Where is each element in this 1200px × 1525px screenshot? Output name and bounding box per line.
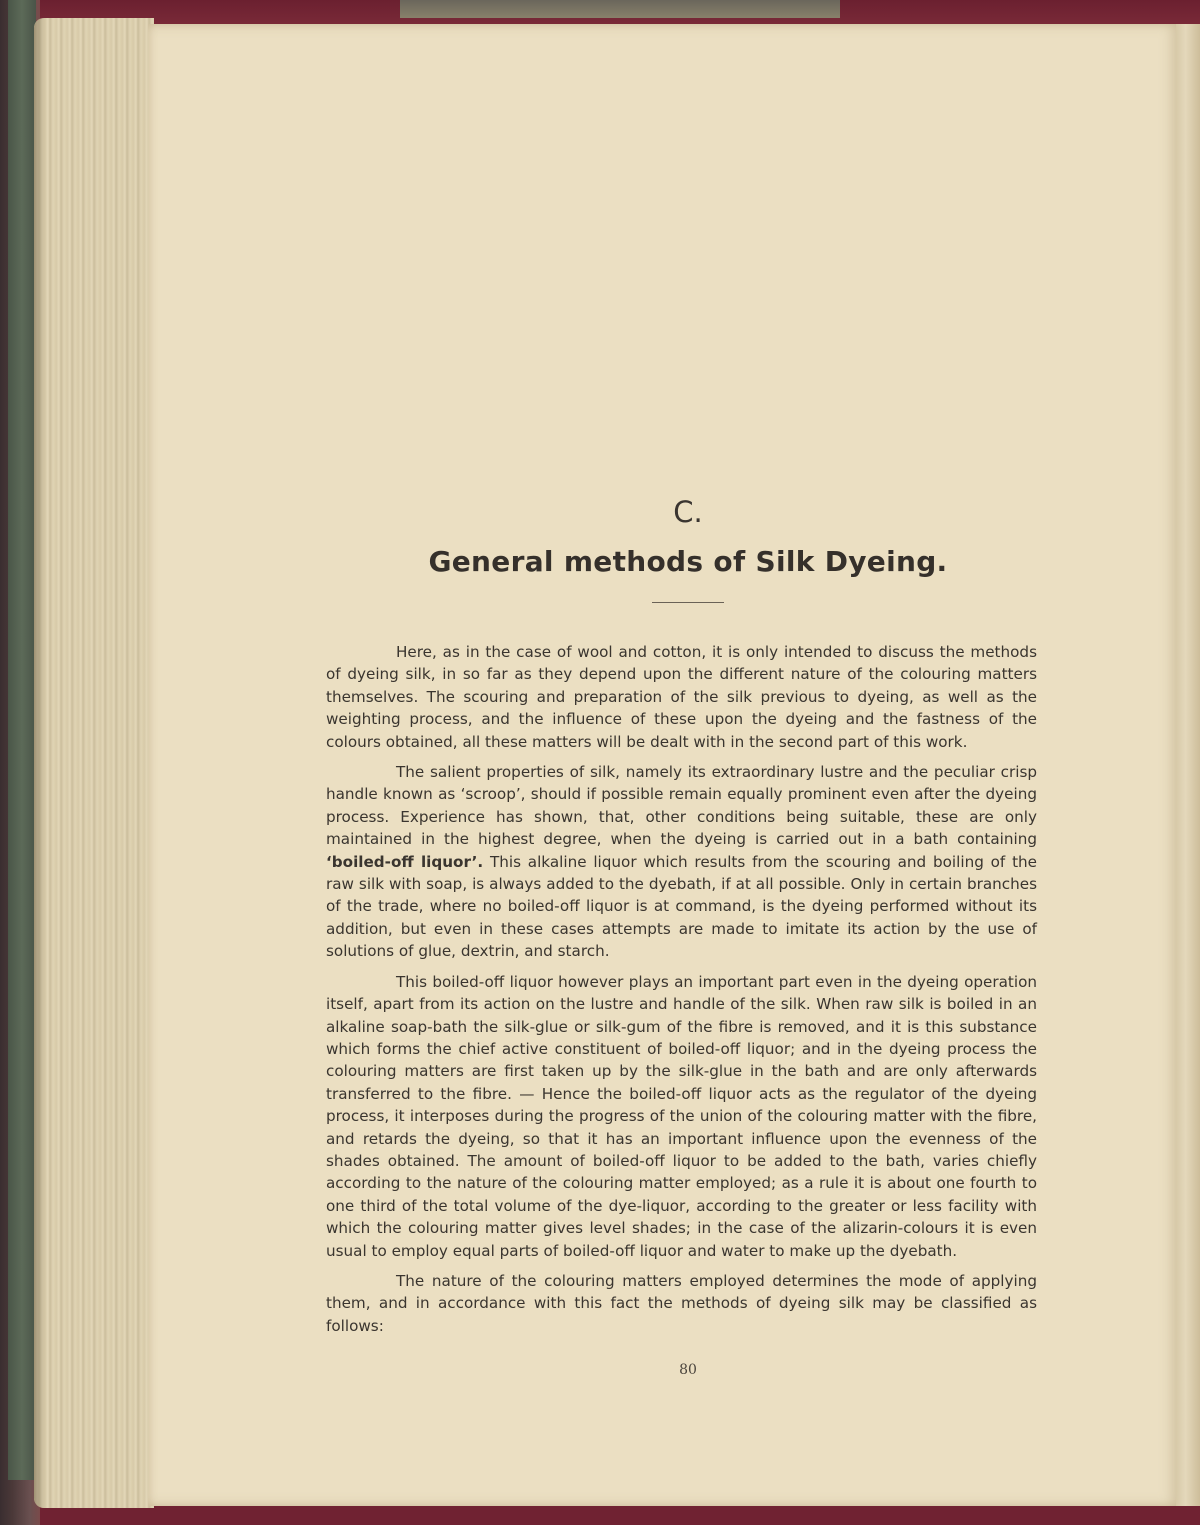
page-edges-stack xyxy=(34,18,154,1508)
page-right-edge xyxy=(1176,24,1200,1506)
body-text xyxy=(326,641,1037,1345)
paragraph-2-before: The salient properties of silk, namely its extraordinary lustre and the peculiar crisp handle known as ‘scroop’, should if possible remain equally prominent even after the dyeing process. Experience has shown, that, other conditions being suitable, these are only maintained in the highest degree, when the dyeing is carried out in a bath containing xyxy=(326,763,1037,849)
page-number: 80 xyxy=(679,1362,697,1378)
cover-bottom-edge xyxy=(40,1505,1200,1525)
book-spine-cloth xyxy=(8,0,36,1480)
paragraph-2-emphasis: ‘boiled-off liquor’. xyxy=(326,852,484,871)
cover-top-strip xyxy=(400,0,840,18)
page-edges-shadow xyxy=(34,18,46,1508)
section-letter: C. xyxy=(673,495,703,529)
paragraph-2-after: This alkaline liquor which results from the scouring and boiling of the raw silk with soap, is always added to the dyebath, if at all possible. Only in certain branches of the trade, where no boiled-off liquor is at command, is the dyeing performed without its addition, but even in these cases attempts are made to imitate its action by the use of solutions of glue, dextrin, and starch. xyxy=(326,852,1037,961)
paragraph-1: Here, as in the case of wool and cotton, it is only intended to discuss the methods of dyeing silk, in so far as they depend upon the different nature of the colouring matters themselves. The scouring and preparation of the silk previous to dyeing, as well as the weighting process, and the influence of these upon the dyeing and the fastness of the colours obtained, all these matters will be dealt with in the second part of this work. xyxy=(326,643,1037,751)
paragraph-4: The nature of the colouring matters employed determines the mode of applying them, and in accordance with this fact the methods of dyeing silk may be classified as follows: xyxy=(326,1271,1037,1335)
paragraph-3: This boiled-off liquor however plays an important part even in the dyeing operation itself, apart from its action on the lustre and handle of the silk. When raw silk is boiled in an alkaline soap-bath the silk-glue or silk-gum of the fibre is removed, and it is this substance which forms the chief active constituent of boiled-off liquor; and in the dyeing process the colouring matters are first taken up by the silk-glue in the bath and are only afterwards transferred to the fibre. — Hence the boiled-off liquor acts as the regulator of the dyeing process, it interposes during the progress of the union of the colouring matter with the fibre, and retards the dyeing, so that it has an important influence upon the evenness of the shades obtained. The amount of boiled-off liquor to be added to the bath, varies chiefly according to the nature of the colouring matter employed; as a rule it is about one fourth to one third of the total volume of the dye-liquor, according to the greater or less facility with which the colouring matter gives level shades; in the case of the alizarin-colours it is even usual to employ equal parts of boiled-off liquor and water to make up the dyebath. xyxy=(326,972,1037,1260)
title-divider xyxy=(652,602,724,603)
paragraph-2 xyxy=(326,761,1037,963)
section-title: General methods of Silk Dyeing. xyxy=(428,545,948,578)
